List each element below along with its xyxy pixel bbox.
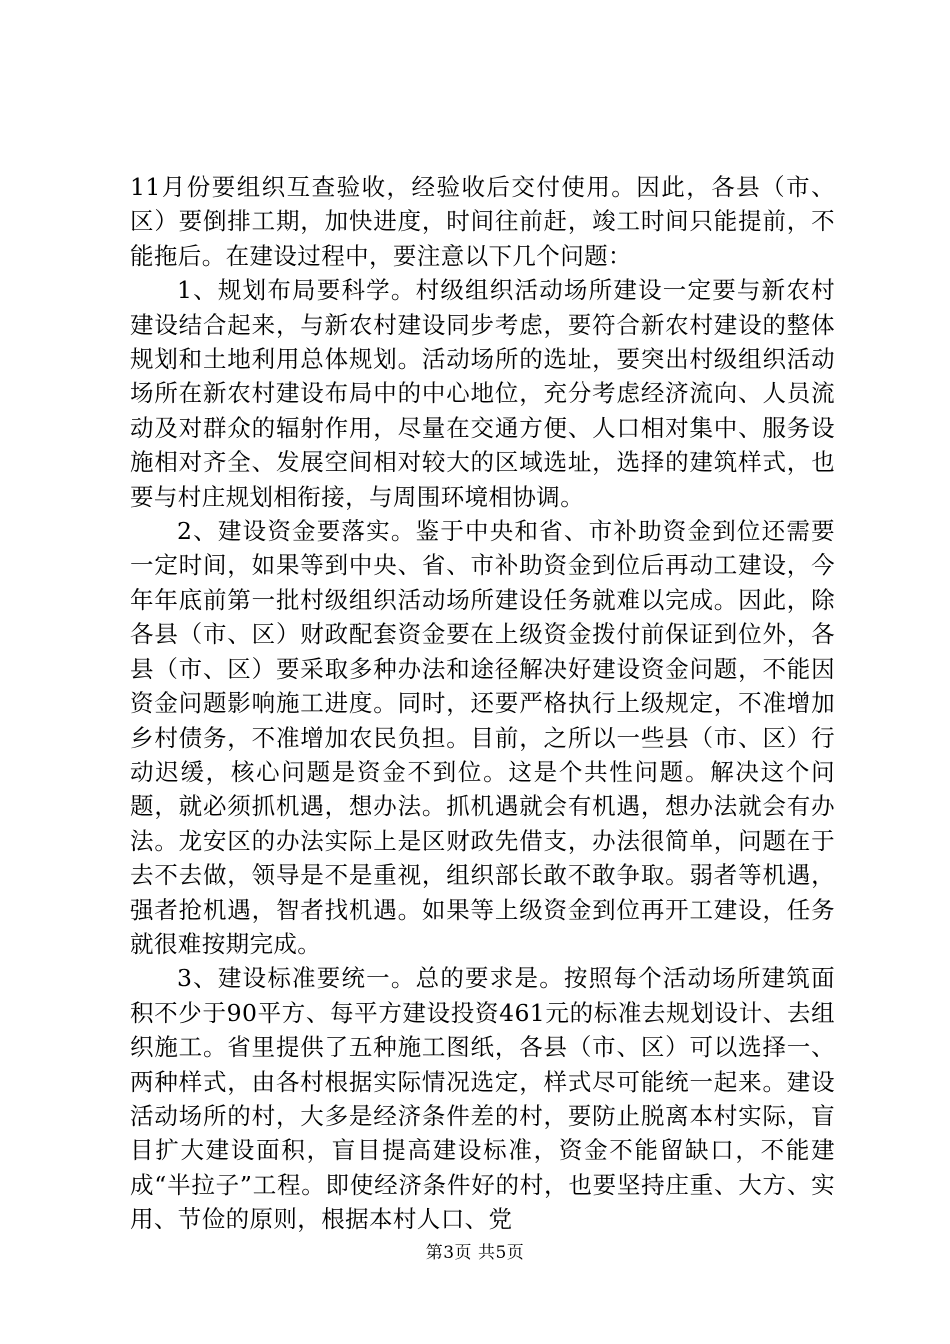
paragraph-intro: 11月份要组织互查验收，经验收后交付使用。因此，各县（市、区）要倒排工期，加快进度，时间往前赶，竣工时间只能提前，不能拖后。在建设过程中，要注意以下几个问题： <box>130 173 835 270</box>
page-number-label: 第3页 共5页 <box>425 1243 525 1263</box>
paragraph-construction-standard: 3、建设标准要统一。总的要求是。按照每个活动场所建筑面积不少于90平方、每平方建设投资461元的标准去规划设计、去组织施工。省里提供了五种施工图纸，各县（市、区）可以选择一、两种样式，由各村根据实际情况选定，样式尽可能统一起来。建设活动场所的村，大多是经济条件差的村，要防止脱离本村实际，盲目扩大建设面积，盲目提高建设标准，资金不能留缺口，不能建成“半拉子”工程。即使经济条件好的村，也要坚持庄重、大方、实用、节俭的原则，根据本村人口、党 <box>130 964 835 1234</box>
paragraph-planning-layout: 1、规划布局要科学。村级组织活动场所建设一定要与新农村建设结合起来，与新农村建设同步考虑，要符合新农村建设的整体规划和土地利用总体规划。活动场所的选址，要突出村级组织活动场所在新农村建设布局中的中心地位，充分考虑经济流向、人员流动及对群众的辐射作用，尽量在交通方便、人口相对集中、服务设施相对齐全、发展空间相对较大的区域选址，选择的建筑样式，也要与村庄规划相衔接，与周围环境相协调。 <box>130 276 835 511</box>
paragraph-construction-funds: 2、建设资金要落实。鉴于中央和省、市补助资金到位还需要一定时间，如果等到中央、省、市补助资金到位后再动工建设，今年年底前第一批村级组织活动场所建设任务就难以完成。因此，除各县（市、区）财政配套资金要在上级资金拨付前保证到位外，各县（市、区）要采取多种办法和途径解决好建设资金问题，不能因资金问题影响施工进度。同时，还要严格执行上级规定，不准增加乡村债务，不准增加农民负担。目前，之所以一些县（市、区）行动迟缓，核心问题是资金不到位。这是个共性问题。解决这个问题，就必须抓机遇，想办法。抓机遇就会有机遇，想办法就会有办法。龙安区的办法实际上是区财政先借支，办法很简单，问题在于去不去做，领导是不是重视，组织部长敢不敢争取。弱者等机遇，强者抢机遇，智者找机遇。如果等上级资金到位再开工建设，任务就很难按期完成。 <box>130 517 835 958</box>
document-body <box>130 170 835 1237</box>
page-footer <box>0 1242 950 1264</box>
